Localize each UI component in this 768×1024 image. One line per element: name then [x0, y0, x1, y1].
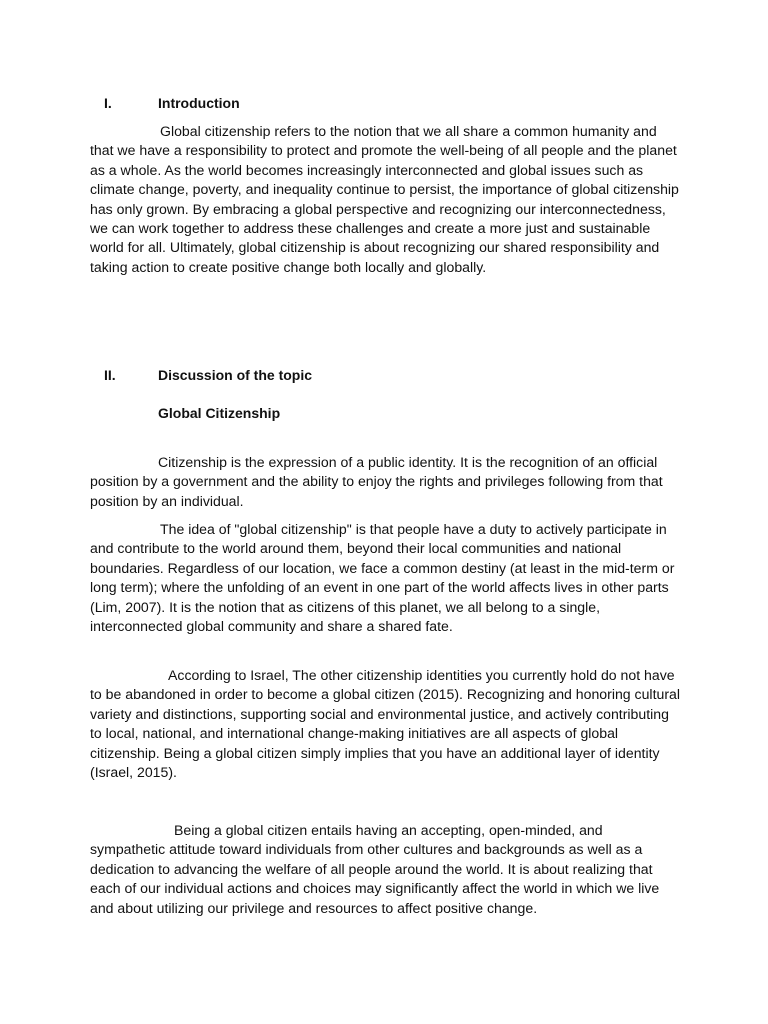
intro-paragraph: Global citizenship refers to the notion that we all share a common humanity and that we have a responsibility to protect and promote the well-being of all people and the planet as a whole. As the world becomes increasingly interconnected and global issues such as climate change, poverty, and inequality continue to persist, the importance of global citizenship has only grown. By embracing a global perspective and recognizing our interconnectedness, we can work together to address these challenges and create a more just and sustainable world for all. Ultimately, global citizenship is about recognizing our shared responsibility and taking action to create positive change both locally and globally. — [90, 123, 679, 275]
section-2-subtitle: Global Citizenship — [158, 405, 281, 421]
discussion-paragraph-4: Being a global citizen entails having an accepting, open-minded, and sympathetic attitude toward individuals from other cultures and backgrounds as well as a dedication to advancing the welfare of all people around the world. It is about realizing that each of our individual actions and choices may significantly affect the world in which we live and about utilizing our privilege and resources to affect positive change. — [90, 822, 660, 916]
discussion-paragraph-2: The idea of "global citizenship" is that people have a duty to actively participate in and contribute to the world around them, beyond their local communities and national boundaries. Regardless of our location, we face a common destiny (at least in the mid-term or long term); where the unfolding of an event in one part of the world affects lives in other parts (Lim, 2007). It is the notion that as citizens of this planet, we all belong to a single, interconnected global community and share a shared fate. — [90, 521, 675, 635]
discussion-paragraph-3: According to Israel, The other citizenship identities you currently hold do not have to be abandoned in order to become a global citizen (2015). Recognizing and honoring cultural variety and distinctions, supporting social and environmental justice, and actively contributing to local, national, and international change-making initiatives are all aspects of global citizenship. Being a global citizen simply implies that you have an additional layer of identity (Israel, 2015). — [90, 667, 680, 781]
section-2-number: II. — [104, 367, 116, 383]
section-1-number: I. — [104, 95, 112, 111]
section-1-title: Introduction — [158, 95, 240, 111]
section-2-title: Discussion of the topic — [158, 367, 313, 383]
discussion-paragraph-1: Citizenship is the expression of a public identity. It is the recognition of an official position by a government and the ability to enjoy the rights and privileges following from that position by an individual. — [90, 454, 663, 509]
